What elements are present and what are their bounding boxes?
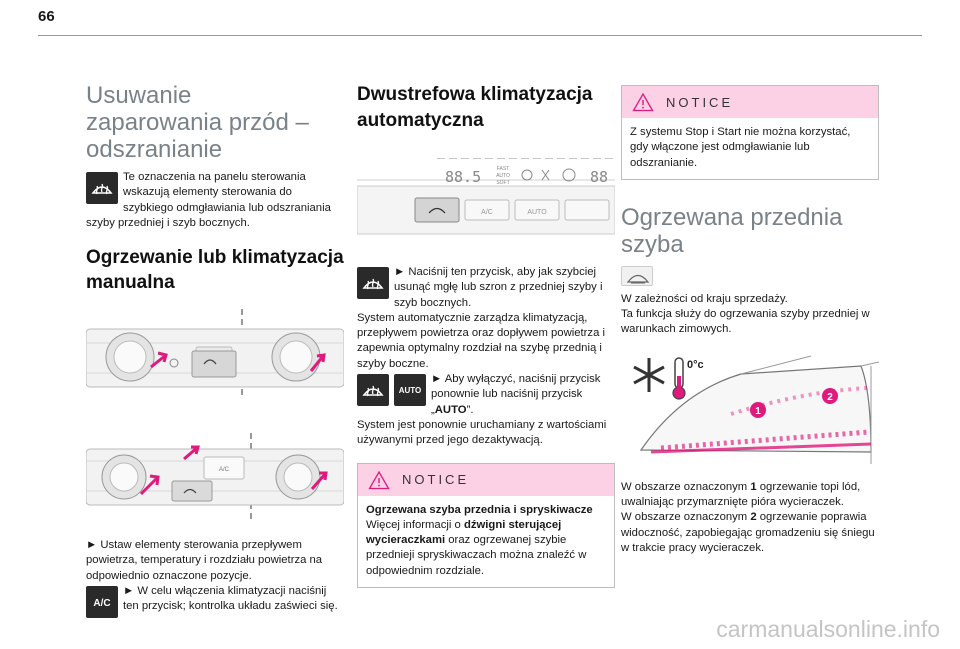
heated-windshield-icon bbox=[621, 266, 653, 286]
intro-text: Te oznaczenia na panelu sterowania wskazują elementy sterowania do szybkiego odmgławiania lub odszraniania szyby przedniej i szyb bocznych. bbox=[86, 171, 331, 229]
notice-box-stop-start bbox=[621, 85, 879, 180]
auto-step-2 bbox=[357, 372, 615, 418]
auto-step-2-text: ► Aby wyłączyć, naciśnij przycisk ponownie lub naciśnij przycisk „ bbox=[431, 373, 601, 416]
page-number: 66 bbox=[38, 8, 55, 25]
auto-paragraph-1: System automatycznie zarządza klimatyzacją, przepływem powietrza oraz dopływem powietrza i zapewnia optymalny rozdział na szybę przednią i szyby boczne. bbox=[357, 311, 606, 370]
notice-box-wipers bbox=[357, 463, 615, 588]
windshield-defrost-icon bbox=[357, 267, 389, 299]
column-auto-climate bbox=[357, 82, 615, 588]
warning-icon bbox=[368, 470, 390, 490]
auto-keyword: AUTO bbox=[434, 403, 467, 416]
notice-text-bold: dźwigni sterującej wycieraczkami bbox=[366, 518, 562, 547]
svg-text:A/C: A/C bbox=[93, 598, 111, 610]
p3-b: 1 bbox=[750, 480, 757, 493]
notice-header bbox=[358, 464, 614, 496]
auto-button-icon bbox=[394, 374, 426, 406]
column-defrost bbox=[86, 82, 344, 620]
zone-2-marker: 2 bbox=[827, 391, 833, 403]
manual-step-2 bbox=[86, 584, 344, 615]
section-title-heated: Ogrzewana przednia szyba bbox=[621, 203, 843, 258]
heated-paragraph-4 bbox=[621, 510, 879, 556]
auto-step-2-end: ”. bbox=[466, 403, 474, 416]
display-auto: AUTO bbox=[496, 173, 510, 179]
p4-c: ogrzewanie poprawia widoczność, zapobiegając gromadzeniu się śniegu w trakcie pracy wycieraczek. bbox=[621, 511, 875, 554]
manual-step-2-text: ► W celu włączenia klimatyzacji naciśnij ten przycisk; kontrolka układu zaświeci się. bbox=[123, 585, 338, 613]
section-title-manual: Ogrzewanie lub klimatyzacja manualna bbox=[86, 247, 344, 294]
display-right-digits: 88 bbox=[590, 168, 609, 186]
watermark: carmanualsonline.info bbox=[716, 616, 940, 642]
snowflake-icon bbox=[634, 358, 664, 392]
notice-body bbox=[358, 496, 614, 587]
warning-icon bbox=[632, 92, 654, 112]
manual-step-1: ► Ustaw elementy sterowania przepływem powietrza, temperatury i rozdziału powietrza na odpowiednio oznaczone pozycje. bbox=[86, 539, 323, 582]
panel-ac-label: A/C bbox=[218, 467, 230, 474]
windshield-defrost-icon bbox=[357, 374, 389, 406]
heated-windshield-illustration bbox=[621, 352, 879, 464]
auto-controls-illustration bbox=[357, 158, 615, 241]
heated-paragraph-3 bbox=[621, 480, 879, 511]
ac-button-icon bbox=[86, 586, 118, 618]
auto-paragraph-2: System jest ponownie uruchamiany z wartościami używanymi przed jego dezaktywacją. bbox=[357, 418, 607, 447]
windshield-defrost-icon bbox=[86, 172, 118, 204]
display-ac-button: A/C bbox=[481, 209, 493, 216]
notice-heading: Ogrzewana szyba przednia i spryskiwacze bbox=[366, 503, 593, 516]
header-rule bbox=[38, 35, 922, 36]
p4-b: 2 bbox=[750, 511, 757, 524]
column-heated-windshield bbox=[621, 85, 879, 556]
p3-c: ogrzewanie topi lód, uwalniając przymarznięte pióra wycieraczek. bbox=[621, 480, 861, 509]
section-title-auto: Dwustrefowa klimatyzacja automatyczna bbox=[357, 84, 593, 131]
notice-body: Z systemu Stop i Start nie można korzystać, gdy włączone jest odmgławianie lub odszranianie. bbox=[630, 126, 851, 169]
auto-step-1 bbox=[357, 265, 615, 311]
display-left-digits: 88.5 bbox=[445, 168, 482, 186]
heated-paragraph-2: Ta funkcja służy do ogrzewania szyby przedniej w warunkach zimowych. bbox=[621, 308, 870, 336]
intro-paragraph bbox=[86, 170, 344, 231]
notice-text-2: oraz ogrzewanej szybie przednieji spryskiwaczach można znaleźć w odpowiednim rozdziale. bbox=[366, 534, 587, 577]
svg-text:AUTO: AUTO bbox=[398, 386, 422, 396]
manual-controls-illustration bbox=[86, 309, 344, 522]
notice-text-1: Więcej informacji o bbox=[366, 518, 464, 531]
display-soft: SOFT bbox=[496, 180, 510, 186]
notice-title: NOTICE bbox=[666, 94, 734, 110]
p4-a: W obszarze oznaczonym bbox=[621, 511, 751, 524]
display-auto-button: AUTO bbox=[527, 209, 547, 216]
section-title-defrost: Usuwanie zaparowania przód – odszranianie bbox=[86, 82, 309, 163]
zone-1-marker: 1 bbox=[755, 405, 761, 417]
temperature-label: 0°c bbox=[687, 358, 704, 371]
notice-title: NOTICE bbox=[402, 472, 470, 488]
heated-paragraph-1: W zależności od kraju sprzedaży. bbox=[621, 292, 788, 305]
p3-a: W obszarze oznaczonym bbox=[621, 480, 751, 493]
display-fast: FAST bbox=[496, 166, 510, 172]
auto-step-1-text: ► Naciśnij ten przycisk, aby jak szybciej usunąć mgłę lub szron z przedniej szyby i szyb bocznych. bbox=[394, 266, 603, 309]
heated-windshield-icon-wrap bbox=[621, 266, 879, 286]
notice-header bbox=[622, 86, 878, 118]
